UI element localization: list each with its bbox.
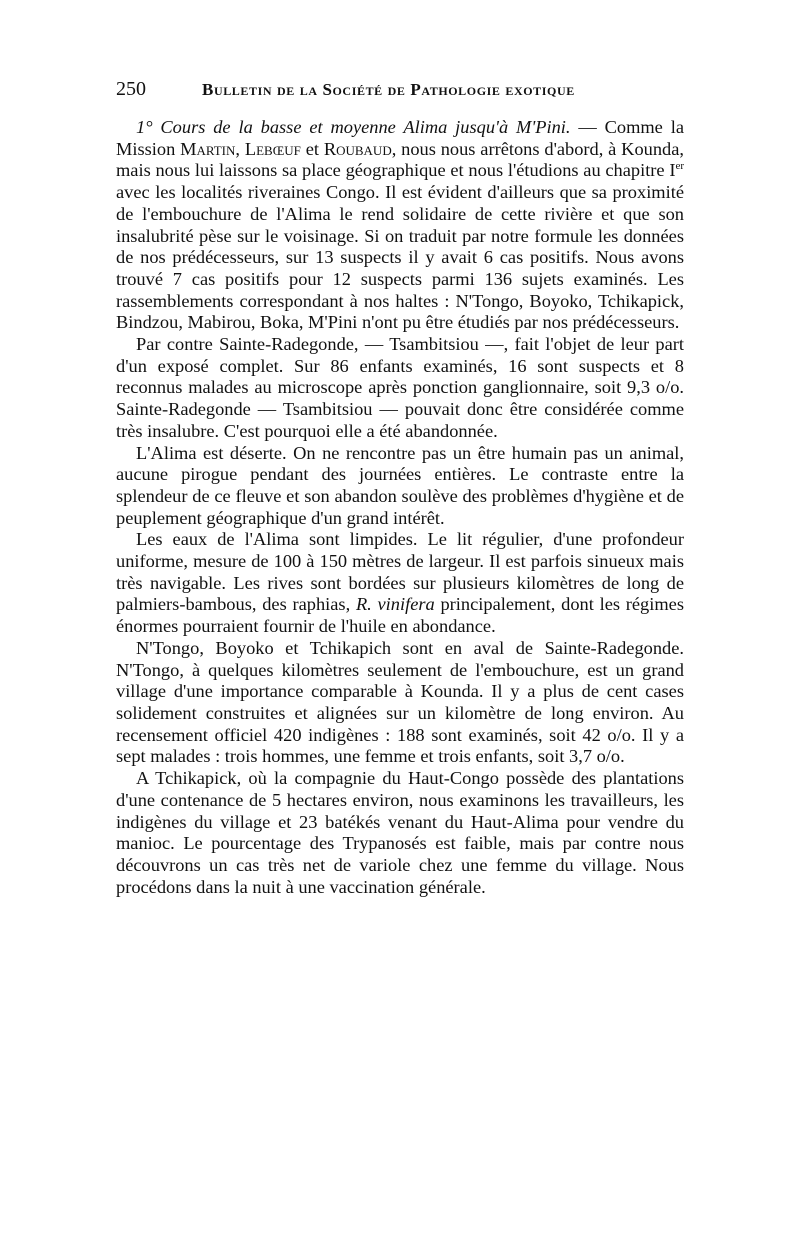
author-name: Lebœuf	[244, 138, 301, 159]
paragraph-6: A Tchikapick, où la compagnie du Haut-Congo possède des plantations d'une contenance de 5 hectares environ, nous examinons les travailleurs, les indigènes du village et 23 batékés venant du Haut-Alima pour vendre du manioc. Le pourcentage des Trypanosés est faible, mais par contre nous découvrons un cas très net de variole chez une femme du village. Nous procédons dans la nuit à une vaccination générale.	[116, 768, 684, 897]
running-header	[116, 78, 684, 110]
paragraph-3: L'Alima est déserte. On ne rencontre pas un être humain pas un animal, aucune pirogue pendant des journées entières. Le contraste entre la splendeur de ce fleuve et son abandon soulève des problèmes d'hygiène et de peuplement géographique d'un grand intérêt.	[116, 442, 684, 528]
paragraph-2: Par contre Sainte-Radegonde, — Tsambitsiou —, fait l'objet de leur part d'un exposé complet. Sur 86 enfants examinés, 16 sont suspects et 8 reconnus malades au microscope après ponction ganglionnaire, soit 9,3 o/o. Sainte-Radegonde — Tsambitsiou — pouvait donc être considérée comme très insalubre. C'est pourquoi elle a été abandonnée.	[116, 334, 684, 441]
paragraph-text: avec les localités riveraines Congo. Il est évident d'ailleurs que sa proximité de l'embouchure de l'Alima le rend solidaire de cette rivière et que son insalubrité pèse sur le voisinage. Si on traduit par notre formule les données de nos prédécesseurs, sur 13 suspects il y avait 6 cas positifs. Nous avons trouvé 7 cas positifs pour 12 suspects parmi 136 sujets examinés. Les rassemblements correspondant à nos haltes : N'Tongo, Boyoko, Tchikapick, Bindzou, Mabirou, Boka, M'Pini n'ont pu être étudiés par nos prédécesseurs.	[116, 182, 684, 333]
paragraph-5: N'Tongo, Boyoko et Tchikapich sont en aval de Sainte-Radegonde. N'Tongo, à quelques kilomètres seulement de l'embouchure, est un grand village d'une importance comparable à Kounda. Il y a plus de cent cases solidement construites et alignées sur un kilomètre de long environ. Au recensement officiel 420 indigènes : 188 sont examinés, soit 42 o/o. Il y a sept malades : trois hommes, une femme et trois enfants, soit 3,7 o/o.	[116, 637, 684, 767]
paragraph-4	[116, 529, 684, 638]
paragraph-text: — Comme la Mission	[116, 117, 684, 159]
book-page	[116, 78, 684, 898]
separator: et	[300, 138, 324, 159]
separator: ,	[235, 138, 245, 159]
species-name: R. vinifera	[355, 594, 435, 615]
page-number: 250	[116, 78, 146, 100]
section-heading: 1° Cours de la basse et moyenne Alima jusqu'à M'Pini.	[136, 117, 571, 137]
paragraph-text: Les eaux de l'Alima sont limpides. Le lit régulier, d'une profondeur uniforme, mesure de 100 à 150 mètres de largeur. Il est parfois sinueux mais très navigable. Les rives sont bordées sur plusieurs kilomètres de long de palmiers-bambous, des raphias,	[116, 529, 684, 615]
superscript: er	[675, 160, 684, 173]
header-title: Bulletin de la Société de Pathologie exotique	[202, 80, 575, 99]
paragraph-text: , nous nous arrêtons d'abord, à Kounda, mais nous lui laissons sa place géographique et nous l'étudions au chapitre I	[116, 138, 684, 181]
author-name: Roubaud	[323, 138, 392, 159]
paragraph-1	[116, 117, 684, 334]
author-name: Martin	[180, 138, 236, 159]
body-text	[116, 117, 684, 898]
paragraph-text: principalement, dont les régimes énormes pourraient fournir de l'huile en abondance.	[116, 594, 684, 637]
